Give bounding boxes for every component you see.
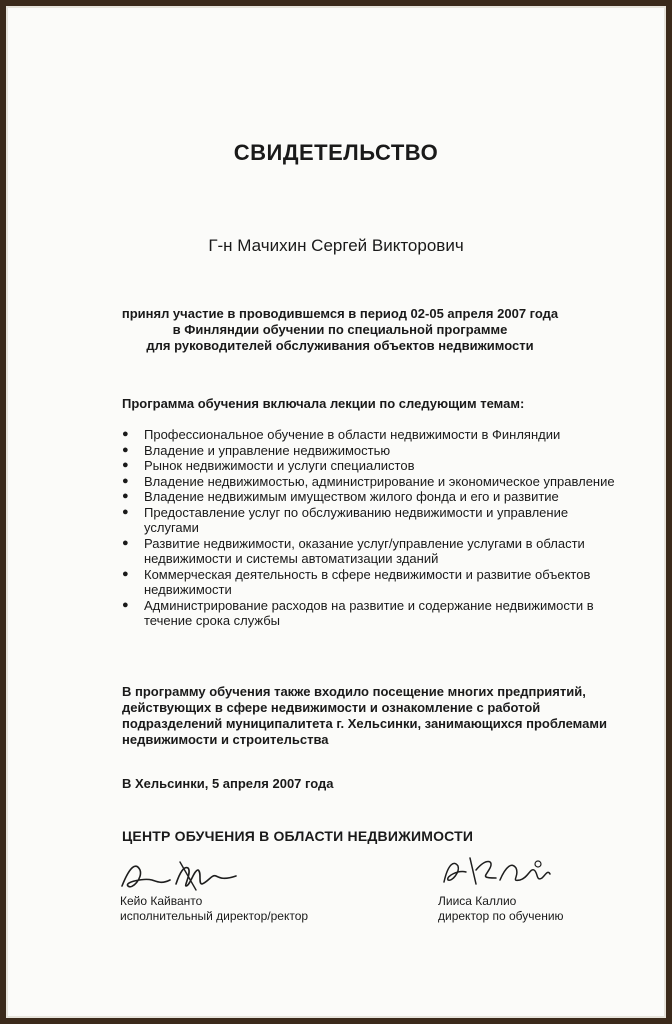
list-item	[120, 598, 620, 629]
bullet-icon: ●	[122, 598, 129, 611]
list-item	[120, 505, 620, 536]
signature-left-image	[118, 856, 243, 896]
topic-text: Предоставление услуг по обслуживанию недвижимости и управление услугами	[144, 504, 569, 535]
list-item	[120, 458, 620, 474]
signer-role: исполнительный директор/ректор	[120, 909, 309, 923]
topic-text: Владение недвижимым имуществом жилого фонда и его и развитие	[144, 489, 559, 504]
topic-text: Коммерческая деятельность в сфере недвижимости и развитие объектов недвижимости	[144, 566, 591, 597]
list-item	[120, 567, 620, 598]
bullet-icon: ●	[122, 536, 129, 549]
list-item	[120, 443, 620, 459]
intro-text	[60, 306, 620, 354]
recipient-name: Г-н Мачихин Сергей Викторович	[208, 236, 464, 255]
list-item	[120, 427, 620, 443]
signer-name: Кейо Кайванто	[120, 894, 203, 908]
signature-left	[120, 894, 308, 924]
place-date: В Хельсинки, 5 апреля 2007 года	[122, 776, 334, 791]
bullet-icon: ●	[122, 505, 129, 518]
bullet-icon: ●	[122, 459, 129, 471]
issuer-name: ЦЕНТР ОБУЧЕНИЯ В ОБЛАСТИ НЕДВИЖИМОСТИ	[122, 828, 474, 844]
extra-paragraph: В программу обучения также входило посещение многих предприятий, действующих в сфере недвижимости и ознакомление с работой подразделений муниципалитета г. Хельсинки, занимающихся проблемами недвижимости и строительства	[122, 684, 607, 747]
bullet-icon: ●	[122, 474, 129, 487]
list-item	[120, 474, 620, 490]
signer-name: Лииса Каллио	[438, 894, 517, 908]
signature-right	[438, 894, 564, 924]
intro-line: принял участие в проводившемся в период 02-05 апреля 2007 года	[121, 306, 559, 321]
program-heading: Программа обучения включала лекции по следующим темам:	[122, 396, 525, 411]
topic-text: Владение недвижимостью, администрирование и экономическое управление	[144, 473, 615, 489]
intro-line: для руководителей обслуживания объектов недвижимости	[146, 338, 534, 353]
topic-text: Администрирование расходов на развитие и содержание недвижимости в течение срока службы	[144, 597, 594, 628]
bullet-icon: ●	[122, 443, 129, 456]
bullet-icon: ●	[122, 490, 129, 502]
topic-text: Рынок недвижимости и услуги специалистов	[144, 458, 415, 473]
signature-right-image	[436, 852, 556, 892]
bullet-icon: ●	[122, 567, 129, 580]
document-title: СВИДЕТЕЛЬСТВО	[233, 140, 439, 165]
list-item	[120, 489, 620, 505]
topic-text: Развитие недвижимости, оказание услуг/управление услугами в области недвижимости и системы автоматизации зданий	[144, 535, 585, 566]
topic-text: Владение и управление недвижимостью	[144, 442, 391, 458]
topics-list	[120, 427, 620, 629]
list-item	[120, 536, 620, 567]
signer-role: директор по обучению	[438, 909, 564, 923]
bullet-icon: ●	[122, 428, 129, 440]
topic-text: Профессиональное обучение в области недвижимости в Финляндии	[144, 427, 561, 442]
intro-line: в Финляндии обучении по специальной программе	[172, 322, 508, 337]
